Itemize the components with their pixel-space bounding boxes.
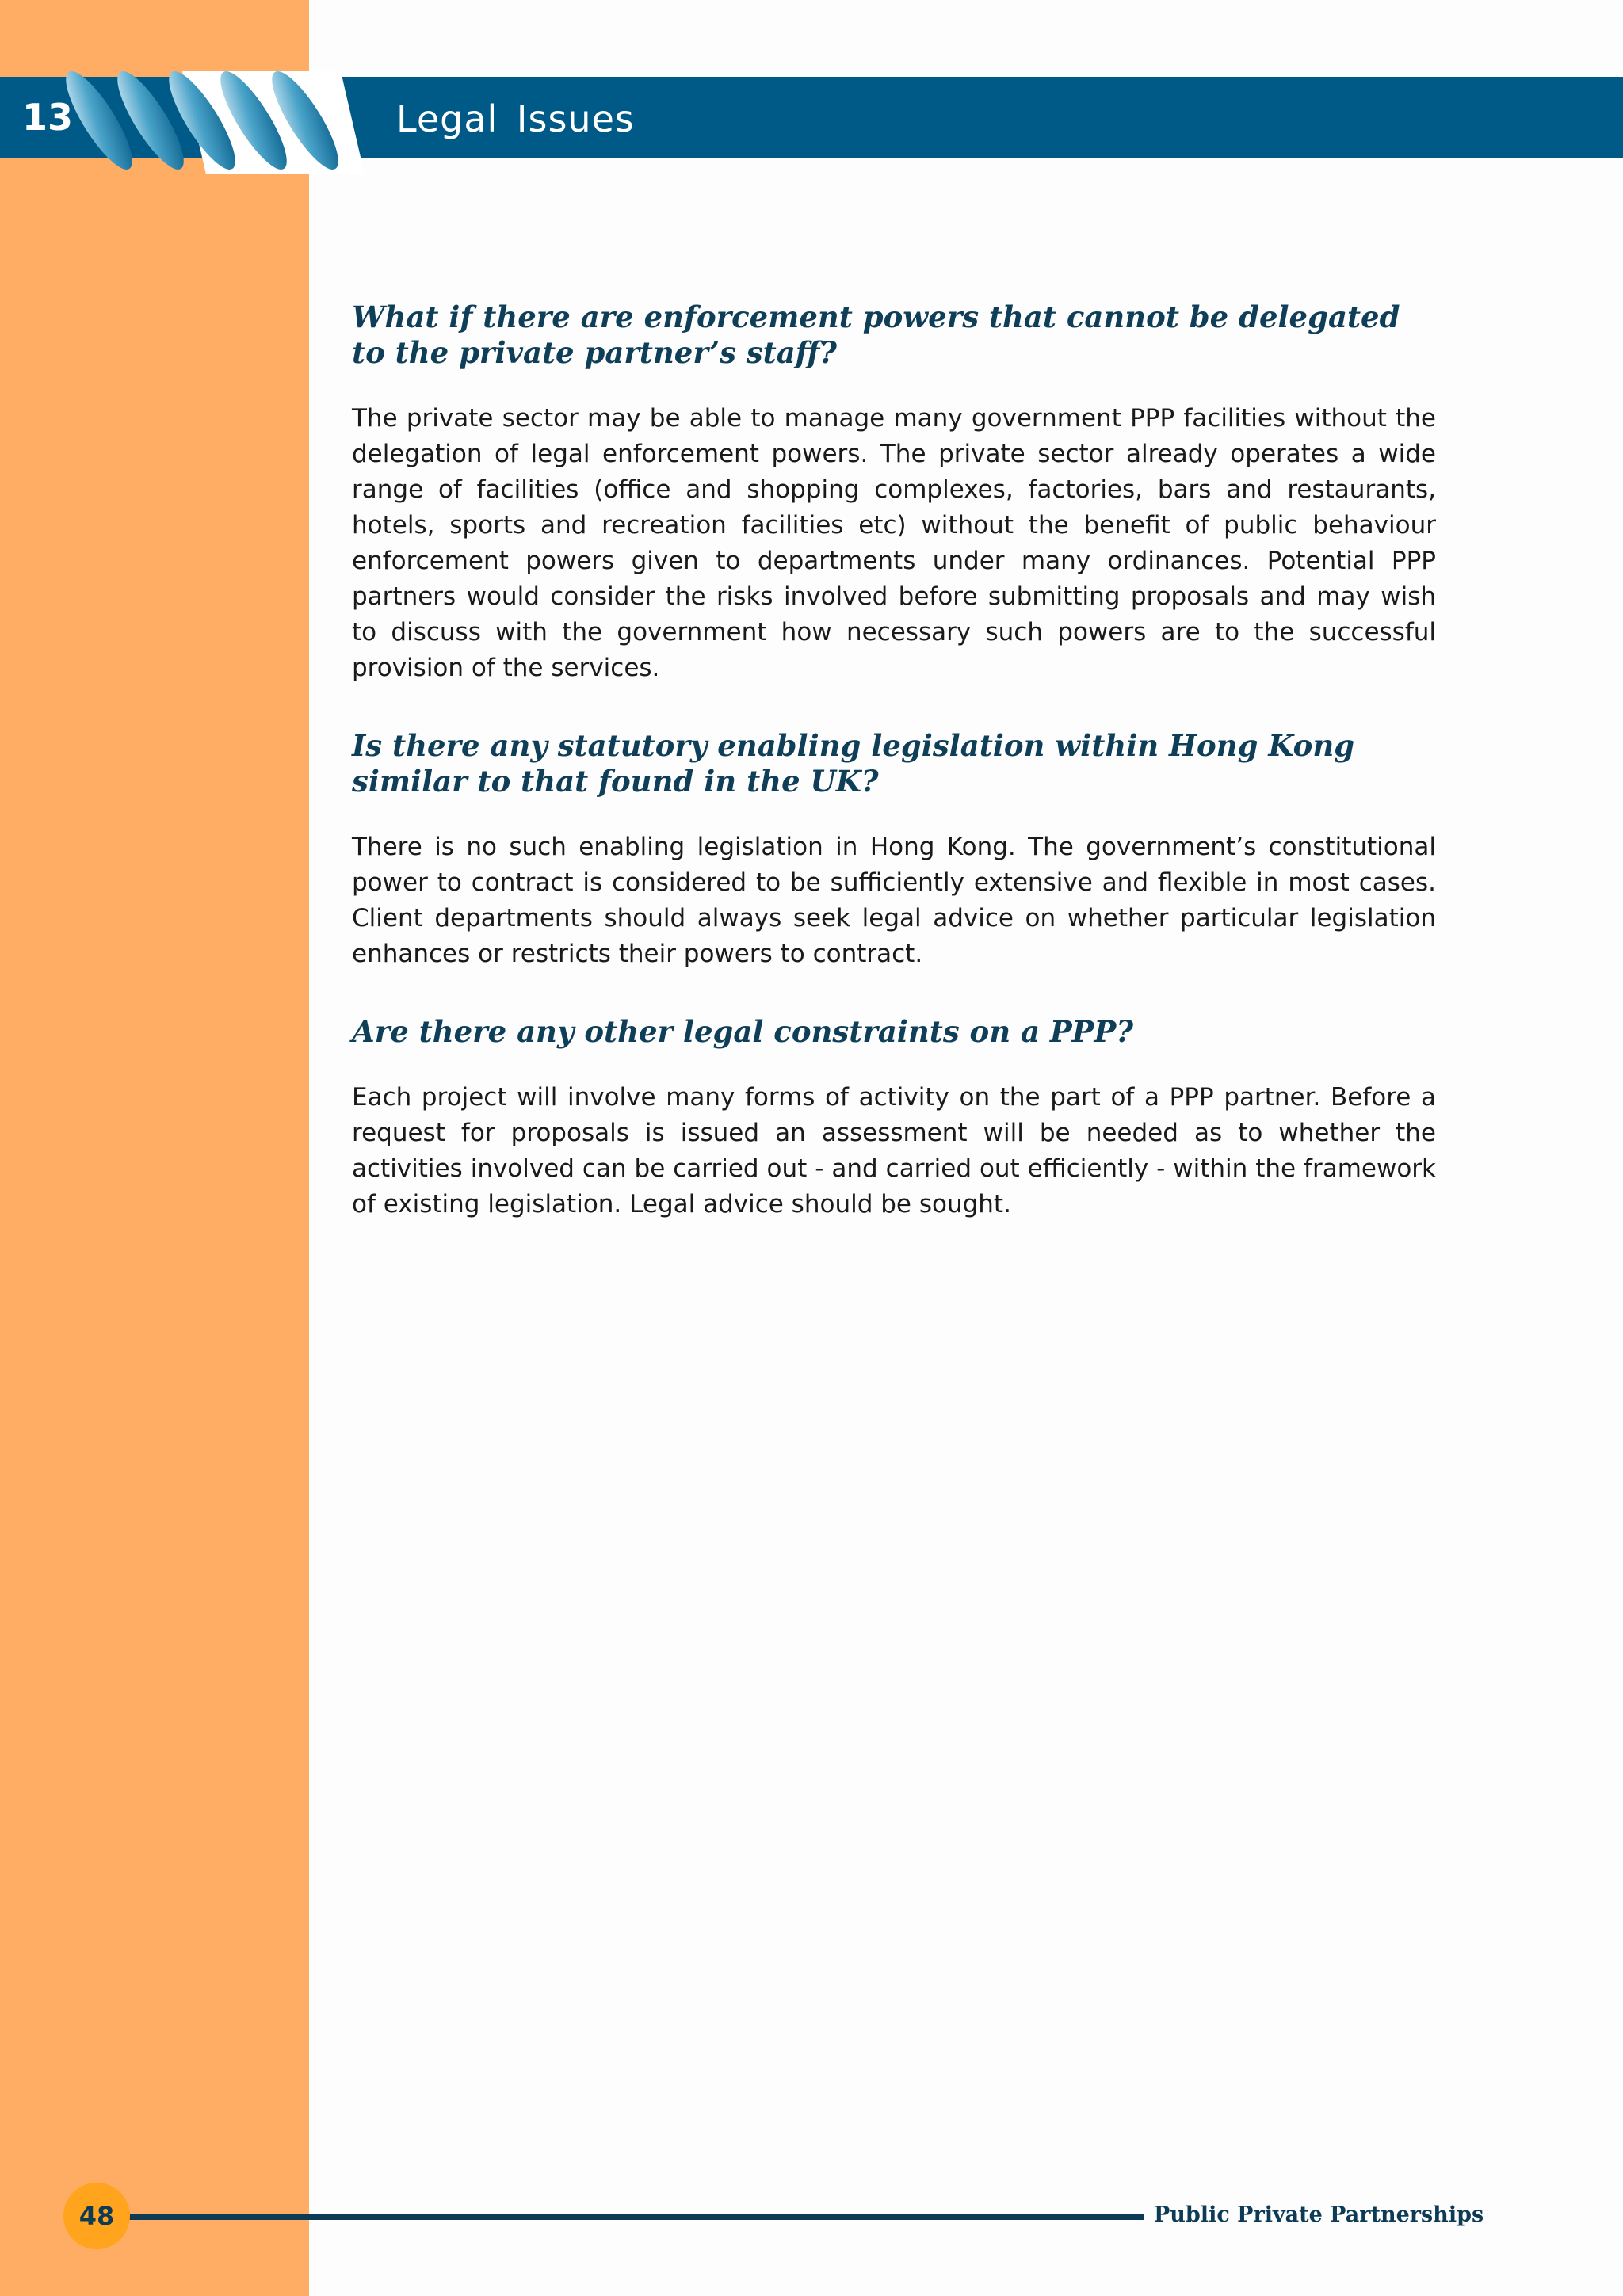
decorative-stripes (55, 71, 365, 174)
section-question: What if there are enforcement powers that cannot be delegated to the private partner’s staff? (352, 299, 1400, 370)
page-number-badge: 48 (63, 2183, 130, 2249)
section-answer: There is no such enabling legislation in Hong Kong. The government’s constitutional power to contract is considered to be sufficiently extensive and flexible in most cases. Client departments should always seek legal advice on whether particular legislation enhances or restricts their powers to contract. (352, 833, 1436, 968)
footer-rule (125, 2214, 1144, 2220)
chapter-title: Legal Issues (396, 97, 635, 140)
section-question: Is there any statutory enabling legislation within Hong Kong similar to that found in the UK? (352, 728, 1355, 799)
section-answer: The private sector may be able to manage many government PPP facilities without the delegation of legal enforcement powers. The private sector already operates a wide range of facilities (office and shopping complexes, factories, bars and restaurants, hotels, sports and recreation facilities etc) without the benefit of public behaviour enforcement powers given to departments under many ordinances. Potential PPP partners would consider the risks involved before submitting proposals and may wish to discuss with the government how necessary such powers are to the successful provision of the services. (352, 404, 1436, 682)
footer-publication-title: Public Private Partnerships (1154, 2203, 1484, 2227)
section-answer: Each project will involve many forms of activity on the part of a PPP partner. Before a request for proposals is issued an assessment will be needed as to whether the activities involved can be carried out - and carried out efficiently - within the framework of existing legislation. Legal advice should be sought. (352, 1083, 1436, 1219)
main-content (352, 299, 1436, 1222)
section-question: Are there any other legal constraints on a PPP? (352, 1014, 1134, 1049)
chapter-number: 13 (22, 96, 74, 139)
sidebar-band (0, 0, 309, 2296)
